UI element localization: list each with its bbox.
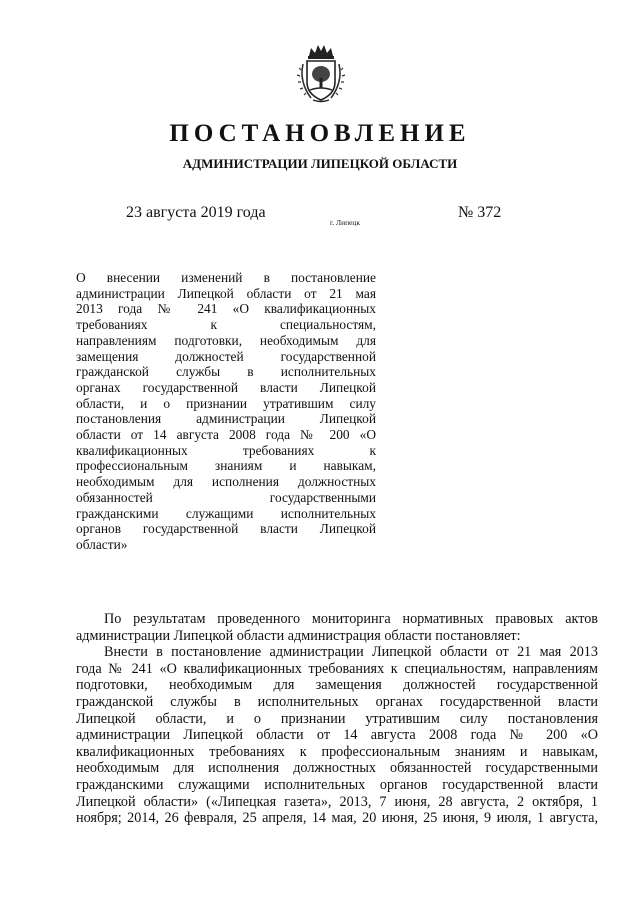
subject-line: направлениям подготовки, необходимым для bbox=[76, 332, 376, 348]
subject-line: О внесении изменений в постановление bbox=[76, 270, 376, 285]
document-title: ПОСТАНОВЛЕНИЕ bbox=[169, 120, 471, 147]
body-line: гражданскими служащими исполнительных органов государственной власти bbox=[76, 776, 598, 793]
body-line: Внести в постановление администрации Липецкой области от 21 мая 2013 bbox=[104, 644, 598, 661]
body-line: гражданской службы в исполнительных органах государственной власти bbox=[76, 693, 598, 710]
subject-line: постановления администрации Липецкой bbox=[76, 411, 376, 427]
document-subject bbox=[76, 270, 376, 553]
body-line: квалификационных требованиях к профессиональным знаниям и навыкам, bbox=[76, 743, 598, 760]
subject-line: гражданскими служащими исполнительных bbox=[76, 505, 376, 521]
body-line: подготовки, необходимым для замещения должностей государственной bbox=[76, 677, 598, 694]
subject-line: 2013 года № 241 «О квалификационных bbox=[76, 301, 376, 317]
body-line: ноября; 2014, 26 февраля, 25 апреля, 14 мая, 20 июня, 25 июня, 9 июля, 1 августа, bbox=[76, 810, 598, 827]
subject-line: области» bbox=[76, 536, 128, 552]
document-subtitle: АДМИНИСТРАЦИИ ЛИПЕЦКОЙ ОБЛАСТИ bbox=[182, 156, 458, 171]
document-city: г. Липецк bbox=[330, 218, 361, 227]
body-line: необходимым для исполнения должностных обязанностей государственными bbox=[76, 760, 598, 777]
body-line: года № 241 «О квалификационных требованиях к специальностям, направлениям bbox=[76, 660, 598, 677]
body-line: Липецкой области, и о признании утратившим силу постановления bbox=[76, 710, 598, 727]
coat-of-arms-emblem bbox=[295, 42, 347, 104]
document-number: № 372 bbox=[458, 204, 502, 221]
subject-line: области, и о признании утратившим силу bbox=[76, 395, 376, 411]
subject-line: профессиональным знаниям и навыкам, bbox=[76, 458, 376, 474]
subject-line: требованиях к специальностям, bbox=[76, 317, 376, 333]
subject-line: необходимым для исполнения должностных bbox=[76, 474, 376, 490]
subject-line: администрации Липецкой области от 21 мая bbox=[76, 285, 376, 301]
subject-line: обязанностей государственными bbox=[76, 489, 376, 505]
document-body bbox=[76, 611, 598, 827]
subject-line: органах государственной власти Липецкой bbox=[76, 379, 376, 395]
body-line: По результатам проведенного мониторинга нормативных правовых актов bbox=[104, 611, 598, 627]
document-date: 23 августа 2019 года bbox=[126, 204, 266, 221]
body-line: администрации Липецкой области от 14 августа 2008 года № 200 «О bbox=[76, 727, 598, 744]
subject-line: органов государственной власти Липецкой bbox=[76, 521, 376, 537]
body-line: администрации Липецкой области администрация области постановляет: bbox=[76, 627, 521, 644]
subject-line: замещения должностей государственной bbox=[76, 348, 376, 364]
body-line: Липецкой области» («Липецкая газета», 2013, 7 июня, 28 августа, 2 октября, 1 bbox=[76, 793, 598, 810]
subject-line: квалификационных требованиях к bbox=[76, 442, 376, 458]
subject-line: гражданской службы в исполнительных bbox=[76, 364, 376, 380]
subject-line: области от 14 августа 2008 года № 200 «О bbox=[76, 427, 376, 443]
